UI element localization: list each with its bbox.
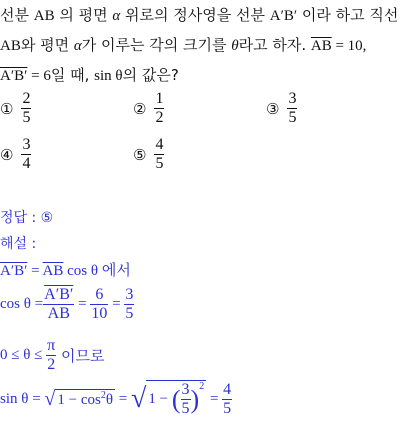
radicand-1 — [55, 389, 115, 409]
problem-line-3 — [0, 64, 179, 85]
segment-ab-prime: A′B′ — [269, 8, 298, 24]
numerator: 4 — [155, 136, 164, 153]
segment-ab-prime-bar: A′B′ — [0, 263, 28, 279]
option-mark: ④ — [0, 145, 14, 164]
numerator: 6 — [90, 286, 108, 305]
numerator: 3 — [125, 286, 134, 303]
denominator: AB — [47, 305, 70, 322]
problem-line-1 — [0, 4, 398, 25]
option-fraction — [287, 90, 297, 127]
fraction-4-5 — [222, 381, 232, 418]
problem-text: 위로의 정사영을 선분 — [120, 6, 270, 24]
fraction-pi-2 — [46, 337, 56, 374]
option-2[interactable] — [133, 90, 164, 127]
fraction-3-5 — [124, 286, 134, 323]
option-fraction — [154, 136, 164, 173]
problem-line-2 — [0, 34, 366, 55]
numerator: π — [47, 337, 56, 354]
radicand-2 — [146, 380, 206, 418]
theta-range: 0 ≤ θ ≤ — [0, 347, 47, 363]
radicand-text: 1 − — [148, 391, 172, 407]
denominator: 5 — [223, 399, 232, 417]
answer-label: 정답 : ⑤ — [0, 210, 54, 226]
segment-ab-prime-bar: A′B′ — [0, 68, 28, 84]
problem-text: 선분 — [0, 6, 34, 24]
value-text: = 10, — [331, 38, 367, 54]
denominator: 5 — [155, 155, 164, 172]
solution-step-3 — [0, 337, 104, 374]
fraction-3-5 — [181, 381, 191, 418]
denominator: 4 — [22, 155, 31, 172]
option-1[interactable] — [0, 90, 31, 127]
angle-theta: θ — [231, 38, 239, 54]
solution-step-1 — [0, 259, 131, 280]
denominator: 5 — [288, 109, 297, 126]
option-4[interactable] — [0, 136, 31, 173]
equals: = — [108, 296, 125, 312]
denominator: 2 — [47, 356, 56, 373]
denominator: 5 — [125, 305, 134, 322]
problem-text: 와 평면 — [20, 36, 74, 54]
equals: = — [27, 263, 43, 279]
option-fraction — [154, 90, 164, 127]
equals: = — [74, 296, 91, 312]
numerator: 4 — [223, 380, 232, 398]
value-text: = 6 — [27, 68, 51, 84]
segment-ab: AB — [33, 8, 55, 24]
problem-text: 가 이루는 각의 크기를 — [81, 36, 232, 54]
numerator: A′B′ — [44, 286, 74, 303]
denominator: 2 — [155, 109, 164, 126]
option-mark: ① — [0, 99, 14, 118]
fraction-6-10 — [90, 286, 108, 323]
paren-open-icon: ( — [171, 384, 181, 414]
option-mark: ③ — [266, 99, 280, 118]
step-text: 이므로 — [56, 347, 105, 365]
sqrt-icon: √ — [44, 387, 56, 410]
problem-text: 이라 하고 직선 — [297, 6, 399, 24]
explanation-label: 해설 : — [0, 236, 37, 252]
problem-text: 일 때, — [50, 66, 95, 84]
denominator: 10 — [91, 305, 108, 322]
problem-text: 의 평면 — [54, 6, 113, 24]
sqrt-icon: √ — [131, 383, 147, 414]
paren-close-icon: ) — [190, 384, 200, 414]
exponent: 2 — [100, 390, 106, 401]
solution-step-2 — [0, 286, 134, 323]
numerator: 3 — [288, 90, 297, 107]
theta: θ — [105, 392, 114, 408]
option-fraction — [21, 90, 31, 127]
option-3[interactable] — [266, 90, 297, 127]
exponent: 2 — [199, 381, 205, 392]
segment-ab-bar: $\overline{AB}$ — [310, 38, 332, 54]
problem-text: 라고 하자. — [238, 36, 311, 54]
numerator: 1 — [155, 90, 164, 107]
equals: = — [115, 390, 132, 407]
equals: = — [206, 390, 223, 407]
radicand-text: 1 − cos — [57, 392, 101, 408]
option-mark: ② — [133, 99, 147, 118]
numerator: 3 — [181, 381, 190, 398]
segment-ab-bar: $\overline{AB}$ — [42, 263, 64, 279]
step-text: 에서 — [101, 261, 131, 279]
option-mark: ⑤ — [133, 145, 147, 164]
cos-theta: cos θ — [63, 263, 102, 279]
sin-theta-lhs: sin θ = — [0, 390, 45, 407]
plane-alpha: α — [73, 38, 82, 54]
option-fraction — [21, 136, 31, 173]
sin-theta: sin θ — [94, 68, 123, 84]
cos-theta-lhs: cos θ = — [0, 296, 44, 312]
numerator: 3 — [22, 136, 31, 153]
problem-text: 의 값은? — [122, 66, 179, 84]
numerator: 2 — [22, 90, 31, 107]
denominator: 5 — [22, 109, 31, 126]
solution-step-4 — [0, 380, 232, 418]
plane-alpha: α — [112, 8, 121, 24]
segment-ab: AB — [0, 38, 21, 54]
fraction-ab-ratio — [43, 286, 74, 323]
option-5[interactable] — [133, 136, 164, 173]
denominator: 5 — [181, 400, 190, 417]
